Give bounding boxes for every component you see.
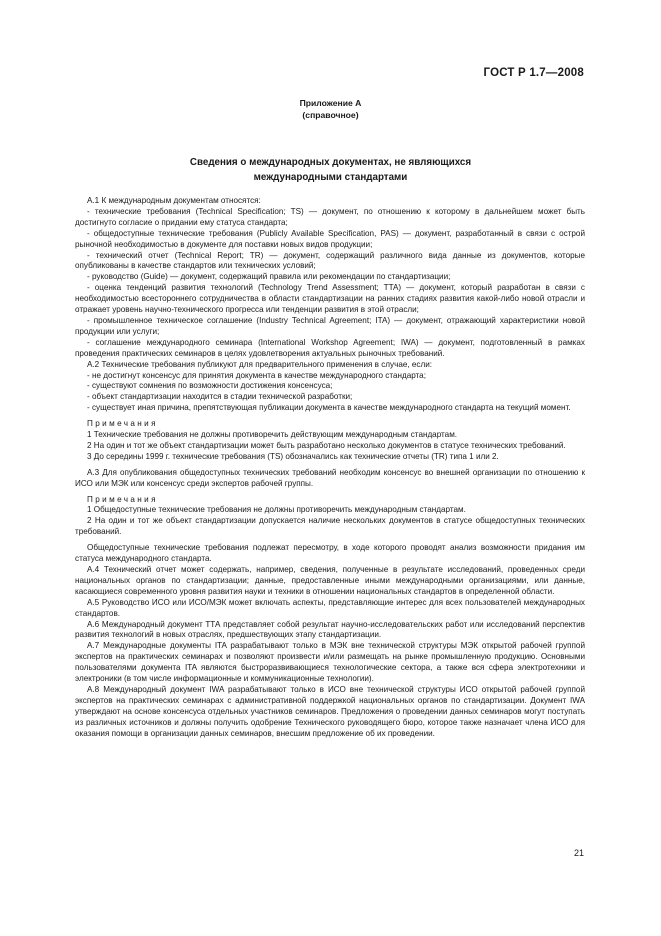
list-item-ts: - технические требования (Technical Specification; TS) — документ, по отношению к которому в дальнейшем может быть достигнуто согласие о придании ему статуса стандарта; (75, 206, 585, 227)
paragraph-a5: А.5 Руководство ИСО или ИСО/МЭК может включать аспекты, представляющие интерес для всех пользователей международных стандартов. (75, 597, 585, 618)
list-item-guide: - руководство (Guide) — документ, содержащий правила или рекомендации по стандартизации; (87, 272, 451, 282)
list-item-development: - объект стандартизации находится в стадии технической разработки; (87, 392, 353, 402)
note-1: 1 Технические требования не должны противоречить действующим международным стандартам. (87, 430, 458, 440)
paragraph-a1-intro: А.1 К международным документам относятся: (87, 196, 261, 205)
note-pas-1: 1 Общедоступные технические требования не должны противоречить международным стандартам. (87, 505, 466, 515)
section-title (0, 155, 661, 185)
list-item-no-consensus: - не достигнут консенсус для принятия документа в качестве международного стандарта; (87, 370, 426, 380)
paragraph-a2-intro: А.2 Технические требования публикуют для предварительного применения в случае, если: (87, 359, 433, 369)
paragraph-pas-review: Общедоступные технические требования подлежат пересмотру, в ходе которого проводят анализ возможности придания им статуса международного стандарта. (75, 543, 585, 564)
list-item-iwa: - соглашение международного семинара (International Workshop Agreement; IWA) — документ, подготовленный в рамках проведения практических семинаров в целях удовлетворения актуальных рыночных требований. (75, 337, 585, 358)
list-item-pas: - общедоступные технические требования (Publicly Available Specification, PAS) — документ, разработанный в связи с острой рыночной необходимостью в документе для поставки новых видов продукции; (75, 228, 585, 249)
page-number: 21 (573, 848, 584, 858)
section-title-line-2: международными стандартами (253, 172, 408, 183)
paragraph-a8: А.8 Международный документ IWA разрабатывают только в ИСО вне технической структуры ИСО открытой рабочей группой экспертов на практических семинарах с административной поддержкой национальных органов по стандартизации. Документ IWA утверждают на основе консенсуса отдельных участников семинаров. Предложения о проведении данных семинаров могут поступать из различных источников и должны получить одобрение Технического руководящего бюро, которое также назначает члена ИСО для оказания помощи в организации данных семинаров, внесшим предложение об их проведении. (75, 684, 585, 738)
list-item-tta: - оценка тенденций развития технологий (Technology Trend Assessment; TTA) — документ, который разработан в связи с необходимостью всестороннего сотрудничества в области стандартизации на ранних стадиях развития какой-либо новой отрасли и отражает уровень научно-технического прогресса или тенденции развития в этой отрасли; (75, 283, 585, 315)
note-2: 2 На один и тот же объект стандартизации может быть разработано несколько документов в статусе технических требований. (87, 440, 566, 450)
note-3: 3 До середины 1999 г. технические требования (TS) обозначались как технические отчеты (TR) типа 1 или 2. (87, 451, 499, 461)
paragraph-a4: А.4 Технический отчет может содержать, например, сведения, полученные в результате исследований, проведенных среди национальных органов по стандартизации; данные, предоставленные иными международными организациями, или данные, касающиеся современного уровня развития науки и техники в отношении национальных стандартов в определенной области. (75, 565, 585, 596)
document-code: ГОСТ Р 1.7—2008 (483, 67, 584, 79)
note-pas-2: 2 На один и тот же объект стандартизации допускается наличие нескольких документов в статусе общедоступных технических требований. (75, 516, 585, 537)
list-item-other-reason: - существует иная причина, препятствующая публикации документа в качестве международного стандарта на текущий момент. (87, 403, 571, 413)
document-body (75, 196, 585, 740)
paragraph-a7: А.7 Международные документы ITA разрабатывают только в МЭК вне технической структуры МЭК открытой рабочей группой экспертов на практических семинарах и позволяют произвести и/или размещать на рынке промышленную продукцию. Основными пользователями документа ITA являются быстроразвивающиеся технологические сектора, а также вся сфера электротехники и электроники (в том числе информационные и коммуникационные технологии). (75, 641, 585, 684)
paragraph-a3: А.3 Для опубликования общедоступных технических требований необходим консенсус во внешней организации по отношению к ИСО или МЭК или консенсус среди экспертов рабочей группы. (75, 467, 585, 488)
notes-heading-2: Примечания (87, 494, 158, 504)
annex-type: (справочное) (302, 110, 359, 120)
section-title-line-1: Сведения о международных документах, не являющихся (189, 157, 472, 168)
annex-heading (0, 97, 661, 121)
list-item-ita: - промышленное техническое соглашение (Industry Technical Agreement; ITA) — документ, отражающий характеристики новой продукции или услуги; (75, 315, 585, 336)
notes-heading: Примечания (87, 419, 158, 429)
list-item-doubts: - существуют сомнения по возможности достижения консенсуса; (87, 381, 333, 391)
annex-label: Приложение А (299, 98, 362, 108)
paragraph-a6: А.6 Международный документ ТТА представляет собой результат научно-исследовательских работ или исследований перспектив развития технологий в новых отраслях, предшествующих этапу стандартизации. (75, 619, 585, 640)
list-item-tr: - технический отчет (Technical Report; TR) — документ, содержащий различного вида данные из документов, которые опубликованы в качестве стандартов или технических условий; (75, 250, 585, 271)
